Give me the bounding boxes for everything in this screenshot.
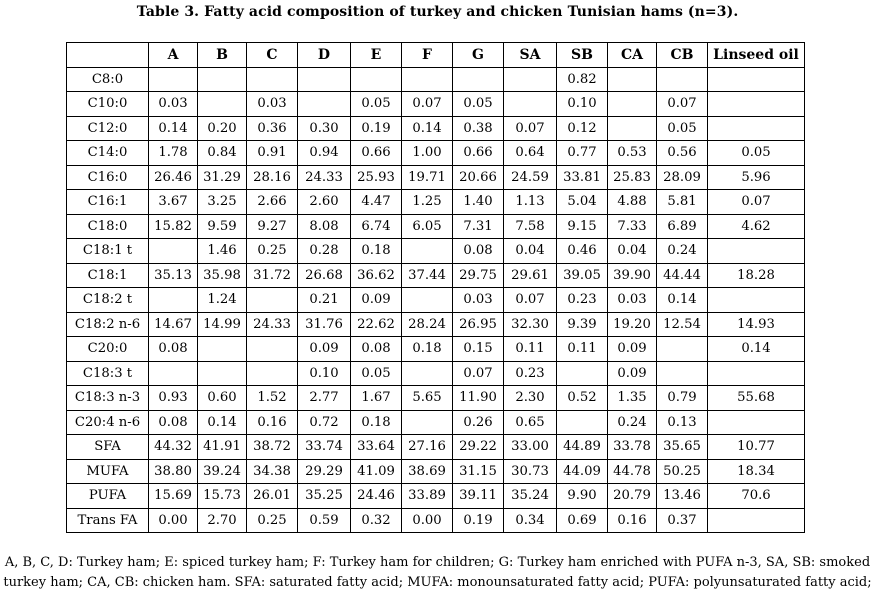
value-cell xyxy=(608,116,657,141)
value-cell: 25.83 xyxy=(608,165,657,190)
value-cell xyxy=(247,361,298,386)
table-row xyxy=(67,141,805,166)
value-cell: 0.13 xyxy=(657,410,708,435)
row-label-cell: C18:2 n-6 xyxy=(67,312,149,337)
value-cell xyxy=(198,92,247,117)
table-row xyxy=(67,508,805,533)
value-cell: 0.32 xyxy=(351,508,402,533)
value-cell: 1.24 xyxy=(198,288,247,313)
value-cell xyxy=(198,361,247,386)
value-cell: 0.03 xyxy=(247,92,298,117)
value-cell: 10.77 xyxy=(708,435,805,460)
value-cell: 28.16 xyxy=(247,165,298,190)
table-row xyxy=(67,214,805,239)
value-cell: 44.89 xyxy=(557,435,608,460)
value-cell: 3.67 xyxy=(149,190,198,215)
table-row xyxy=(67,337,805,362)
header-cell: G xyxy=(453,43,504,68)
value-cell: 0.28 xyxy=(298,239,351,264)
row-label-cell: C10:0 xyxy=(67,92,149,117)
value-cell: 0.07 xyxy=(402,92,453,117)
value-cell: 2.30 xyxy=(504,386,557,411)
value-cell: 38.72 xyxy=(247,435,298,460)
value-cell: 38.80 xyxy=(149,459,198,484)
value-cell xyxy=(657,337,708,362)
value-cell: 28.24 xyxy=(402,312,453,337)
value-cell xyxy=(708,361,805,386)
value-cell: 31.76 xyxy=(298,312,351,337)
value-cell: 0.04 xyxy=(504,239,557,264)
value-cell: 0.10 xyxy=(557,92,608,117)
value-cell: 31.15 xyxy=(453,459,504,484)
row-label-cell: SFA xyxy=(67,435,149,460)
header-cell: F xyxy=(402,43,453,68)
value-cell xyxy=(351,67,402,92)
value-cell: 0.77 xyxy=(557,141,608,166)
value-cell: 1.13 xyxy=(504,190,557,215)
value-cell: 44.32 xyxy=(149,435,198,460)
table-row xyxy=(67,239,805,264)
value-cell: 28.09 xyxy=(657,165,708,190)
row-label-cell: MUFA xyxy=(67,459,149,484)
table-row xyxy=(67,116,805,141)
value-cell: 0.64 xyxy=(504,141,557,166)
value-cell: 0.26 xyxy=(453,410,504,435)
value-cell: 33.81 xyxy=(557,165,608,190)
value-cell: 41.09 xyxy=(351,459,402,484)
value-cell: 44.78 xyxy=(608,459,657,484)
value-cell: 7.33 xyxy=(608,214,657,239)
value-cell: 55.68 xyxy=(708,386,805,411)
value-cell: 0.07 xyxy=(657,92,708,117)
value-cell: 6.05 xyxy=(402,214,453,239)
value-cell xyxy=(149,239,198,264)
value-cell xyxy=(247,337,298,362)
row-label-cell: C16:0 xyxy=(67,165,149,190)
value-cell: 26.01 xyxy=(247,484,298,509)
value-cell: 7.31 xyxy=(453,214,504,239)
value-cell: 44.09 xyxy=(557,459,608,484)
value-cell: 0.66 xyxy=(453,141,504,166)
value-cell: 1.78 xyxy=(149,141,198,166)
header-cell-blank xyxy=(67,43,149,68)
value-cell: 14.67 xyxy=(149,312,198,337)
value-cell: 7.58 xyxy=(504,214,557,239)
value-cell xyxy=(708,508,805,533)
value-cell: 31.29 xyxy=(198,165,247,190)
value-cell: 1.00 xyxy=(402,141,453,166)
row-label-cell: Trans FA xyxy=(67,508,149,533)
value-cell: 1.35 xyxy=(608,386,657,411)
value-cell: 35.65 xyxy=(657,435,708,460)
value-cell xyxy=(504,67,557,92)
value-cell: 0.34 xyxy=(504,508,557,533)
row-label-cell: C12:0 xyxy=(67,116,149,141)
value-cell: 0.19 xyxy=(351,116,402,141)
table-row xyxy=(67,92,805,117)
value-cell xyxy=(198,67,247,92)
value-cell: 6.89 xyxy=(657,214,708,239)
value-cell: 0.00 xyxy=(149,508,198,533)
row-label-cell: C14:0 xyxy=(67,141,149,166)
value-cell: 5.81 xyxy=(657,190,708,215)
value-cell: 26.68 xyxy=(298,263,351,288)
value-cell: 0.19 xyxy=(453,508,504,533)
value-cell: 0.05 xyxy=(708,141,805,166)
value-cell: 9.39 xyxy=(557,312,608,337)
value-cell: 0.09 xyxy=(351,288,402,313)
value-cell: 25.93 xyxy=(351,165,402,190)
value-cell: 37.44 xyxy=(402,263,453,288)
value-cell: 0.05 xyxy=(453,92,504,117)
value-cell: 0.59 xyxy=(298,508,351,533)
value-cell: 9.15 xyxy=(557,214,608,239)
value-cell xyxy=(708,239,805,264)
value-cell: 0.24 xyxy=(608,410,657,435)
table-row xyxy=(67,288,805,313)
value-cell xyxy=(402,410,453,435)
value-cell: 4.88 xyxy=(608,190,657,215)
value-cell: 0.08 xyxy=(351,337,402,362)
value-cell: 0.09 xyxy=(608,361,657,386)
table-row xyxy=(67,67,805,92)
value-cell: 0.60 xyxy=(198,386,247,411)
value-cell: 0.00 xyxy=(402,508,453,533)
value-cell: 0.07 xyxy=(504,288,557,313)
header-cell: C xyxy=(247,43,298,68)
value-cell: 0.24 xyxy=(657,239,708,264)
value-cell xyxy=(247,67,298,92)
value-cell: 0.03 xyxy=(149,92,198,117)
value-cell: 0.07 xyxy=(504,116,557,141)
table-row xyxy=(67,386,805,411)
value-cell xyxy=(557,361,608,386)
value-cell: 14.93 xyxy=(708,312,805,337)
value-cell: 33.78 xyxy=(608,435,657,460)
header-cell: B xyxy=(198,43,247,68)
value-cell: 15.69 xyxy=(149,484,198,509)
value-cell xyxy=(708,288,805,313)
value-cell: 9.90 xyxy=(557,484,608,509)
value-cell: 0.66 xyxy=(351,141,402,166)
value-cell: 2.66 xyxy=(247,190,298,215)
value-cell xyxy=(708,116,805,141)
footnote-line-1: A, B, C, D: Turkey ham; E: spiced turkey ham; F: Turkey ham for children; G: Turkey ham enriched with PUFA n-3, SA, SB: smoked xyxy=(4,555,871,570)
value-cell: 70.6 xyxy=(708,484,805,509)
value-cell: 0.56 xyxy=(657,141,708,166)
value-cell xyxy=(149,67,198,92)
value-cell xyxy=(247,288,298,313)
value-cell: 0.11 xyxy=(557,337,608,362)
value-cell xyxy=(149,288,198,313)
value-cell: 0.23 xyxy=(557,288,608,313)
value-cell: 0.16 xyxy=(608,508,657,533)
value-cell: 24.33 xyxy=(247,312,298,337)
value-cell: 0.09 xyxy=(298,337,351,362)
header-cell: D xyxy=(298,43,351,68)
value-cell: 0.11 xyxy=(504,337,557,362)
value-cell: 0.46 xyxy=(557,239,608,264)
value-cell: 30.73 xyxy=(504,459,557,484)
value-cell: 0.38 xyxy=(453,116,504,141)
value-cell: 29.29 xyxy=(298,459,351,484)
value-cell: 18.34 xyxy=(708,459,805,484)
header-cell: SA xyxy=(504,43,557,68)
value-cell: 35.25 xyxy=(298,484,351,509)
value-cell: 2.60 xyxy=(298,190,351,215)
value-cell: 24.59 xyxy=(504,165,557,190)
value-cell: 0.65 xyxy=(504,410,557,435)
value-cell xyxy=(298,67,351,92)
value-cell: 0.69 xyxy=(557,508,608,533)
value-cell: 5.04 xyxy=(557,190,608,215)
value-cell xyxy=(657,361,708,386)
value-cell: 0.14 xyxy=(402,116,453,141)
value-cell: 0.84 xyxy=(198,141,247,166)
value-cell: 27.16 xyxy=(402,435,453,460)
value-cell xyxy=(708,92,805,117)
table-row xyxy=(67,459,805,484)
header-cell: SB xyxy=(557,43,608,68)
value-cell: 36.62 xyxy=(351,263,402,288)
row-label-cell: C18:0 xyxy=(67,214,149,239)
header-cell: CA xyxy=(608,43,657,68)
value-cell: 33.74 xyxy=(298,435,351,460)
value-cell: 24.33 xyxy=(298,165,351,190)
value-cell xyxy=(402,67,453,92)
value-cell: 0.36 xyxy=(247,116,298,141)
value-cell: 0.37 xyxy=(657,508,708,533)
value-cell xyxy=(708,67,805,92)
header-cell: Linseed oil xyxy=(708,43,805,68)
value-cell: 0.25 xyxy=(247,239,298,264)
value-cell: 4.47 xyxy=(351,190,402,215)
row-label-cell: C16:1 xyxy=(67,190,149,215)
value-cell: 35.98 xyxy=(198,263,247,288)
value-cell xyxy=(298,92,351,117)
value-cell: 20.66 xyxy=(453,165,504,190)
value-cell: 20.79 xyxy=(608,484,657,509)
value-cell: 12.54 xyxy=(657,312,708,337)
value-cell: 0.94 xyxy=(298,141,351,166)
value-cell: 31.72 xyxy=(247,263,298,288)
row-label-cell: C20:4 n-6 xyxy=(67,410,149,435)
value-cell: 0.05 xyxy=(351,361,402,386)
table-footnote xyxy=(0,553,875,593)
value-cell: 19.71 xyxy=(402,165,453,190)
value-cell: 13.46 xyxy=(657,484,708,509)
value-cell: 44.44 xyxy=(657,263,708,288)
row-label-cell: PUFA xyxy=(67,484,149,509)
table-row xyxy=(67,484,805,509)
value-cell: 8.08 xyxy=(298,214,351,239)
table-row xyxy=(67,312,805,337)
value-cell: 35.24 xyxy=(504,484,557,509)
value-cell: 50.25 xyxy=(657,459,708,484)
row-label-cell: C18:3 t xyxy=(67,361,149,386)
table-caption: Table 3. Fatty acid composition of turkey and chicken Tunisian hams (n=3). xyxy=(136,4,739,20)
value-cell: 0.03 xyxy=(453,288,504,313)
value-cell: 0.12 xyxy=(557,116,608,141)
value-cell: 5.65 xyxy=(402,386,453,411)
value-cell: 0.03 xyxy=(608,288,657,313)
fatty-acid-table xyxy=(66,42,805,533)
table-row xyxy=(67,361,805,386)
value-cell: 0.14 xyxy=(657,288,708,313)
header-cell: E xyxy=(351,43,402,68)
value-cell: 35.13 xyxy=(149,263,198,288)
value-cell: 15.73 xyxy=(198,484,247,509)
table-row xyxy=(67,435,805,460)
value-cell: 0.93 xyxy=(149,386,198,411)
value-cell: 5.96 xyxy=(708,165,805,190)
value-cell: 0.72 xyxy=(298,410,351,435)
value-cell: 2.70 xyxy=(198,508,247,533)
value-cell: 0.79 xyxy=(657,386,708,411)
value-cell: 39.24 xyxy=(198,459,247,484)
value-cell: 0.82 xyxy=(557,67,608,92)
value-cell: 33.64 xyxy=(351,435,402,460)
row-label-cell: C18:1 t xyxy=(67,239,149,264)
value-cell: 14.99 xyxy=(198,312,247,337)
value-cell: 41.91 xyxy=(198,435,247,460)
value-cell: 1.40 xyxy=(453,190,504,215)
value-cell: 0.16 xyxy=(247,410,298,435)
value-cell: 0.20 xyxy=(198,116,247,141)
value-cell xyxy=(402,361,453,386)
value-cell: 1.52 xyxy=(247,386,298,411)
value-cell: 22.62 xyxy=(351,312,402,337)
value-cell: 0.04 xyxy=(608,239,657,264)
value-cell xyxy=(149,361,198,386)
value-cell: 29.22 xyxy=(453,435,504,460)
value-cell xyxy=(402,288,453,313)
row-label-cell: C20:0 xyxy=(67,337,149,362)
value-cell xyxy=(557,410,608,435)
value-cell: 0.05 xyxy=(657,116,708,141)
table-row xyxy=(67,165,805,190)
value-cell: 33.89 xyxy=(402,484,453,509)
value-cell: 2.77 xyxy=(298,386,351,411)
value-cell xyxy=(608,92,657,117)
value-cell: 0.07 xyxy=(708,190,805,215)
value-cell xyxy=(657,67,708,92)
value-cell: 39.05 xyxy=(557,263,608,288)
row-label-cell: C18:1 xyxy=(67,263,149,288)
header-cell: A xyxy=(149,43,198,68)
value-cell: 19.20 xyxy=(608,312,657,337)
value-cell: 6.74 xyxy=(351,214,402,239)
footnote-line-2: turkey ham; CA, CB: chicken ham. SFA: saturated fatty acid; MUFA: monounsaturated fatty acid; PUFA: polyunsaturated fatty acid; xyxy=(3,575,872,590)
value-cell: 39.11 xyxy=(453,484,504,509)
value-cell: 0.14 xyxy=(149,116,198,141)
value-cell: 24.46 xyxy=(351,484,402,509)
value-cell: 0.14 xyxy=(198,410,247,435)
value-cell: 29.75 xyxy=(453,263,504,288)
value-cell: 1.67 xyxy=(351,386,402,411)
value-cell: 0.08 xyxy=(149,410,198,435)
value-cell xyxy=(608,67,657,92)
value-cell: 15.82 xyxy=(149,214,198,239)
value-cell: 0.52 xyxy=(557,386,608,411)
value-cell: 9.59 xyxy=(198,214,247,239)
row-label-cell: C18:2 t xyxy=(67,288,149,313)
value-cell: 34.38 xyxy=(247,459,298,484)
value-cell: 0.18 xyxy=(351,410,402,435)
value-cell: 0.09 xyxy=(608,337,657,362)
value-cell: 0.53 xyxy=(608,141,657,166)
value-cell xyxy=(402,239,453,264)
value-cell: 1.46 xyxy=(198,239,247,264)
value-cell: 29.61 xyxy=(504,263,557,288)
table-row xyxy=(67,263,805,288)
value-cell: 0.25 xyxy=(247,508,298,533)
value-cell: 26.46 xyxy=(149,165,198,190)
value-cell: 0.18 xyxy=(351,239,402,264)
value-cell: 4.62 xyxy=(708,214,805,239)
value-cell: 0.07 xyxy=(453,361,504,386)
header-row xyxy=(67,43,805,68)
value-cell: 39.90 xyxy=(608,263,657,288)
value-cell: 0.23 xyxy=(504,361,557,386)
row-label-cell: C8:0 xyxy=(67,67,149,92)
value-cell: 9.27 xyxy=(247,214,298,239)
value-cell: 0.21 xyxy=(298,288,351,313)
value-cell: 0.18 xyxy=(402,337,453,362)
value-cell: 1.25 xyxy=(402,190,453,215)
value-cell: 0.14 xyxy=(708,337,805,362)
header-cell: CB xyxy=(657,43,708,68)
value-cell xyxy=(708,410,805,435)
value-cell xyxy=(453,67,504,92)
table-row xyxy=(67,410,805,435)
value-cell: 33.00 xyxy=(504,435,557,460)
value-cell: 0.15 xyxy=(453,337,504,362)
value-cell: 0.05 xyxy=(351,92,402,117)
value-cell: 18.28 xyxy=(708,263,805,288)
table-row xyxy=(67,190,805,215)
value-cell: 32.30 xyxy=(504,312,557,337)
value-cell: 38.69 xyxy=(402,459,453,484)
value-cell: 0.10 xyxy=(298,361,351,386)
value-cell: 0.91 xyxy=(247,141,298,166)
value-cell: 26.95 xyxy=(453,312,504,337)
value-cell: 11.90 xyxy=(453,386,504,411)
value-cell xyxy=(504,92,557,117)
value-cell: 3.25 xyxy=(198,190,247,215)
value-cell: 0.30 xyxy=(298,116,351,141)
value-cell: 0.08 xyxy=(453,239,504,264)
value-cell: 0.08 xyxy=(149,337,198,362)
value-cell xyxy=(198,337,247,362)
row-label-cell: C18:3 n-3 xyxy=(67,386,149,411)
